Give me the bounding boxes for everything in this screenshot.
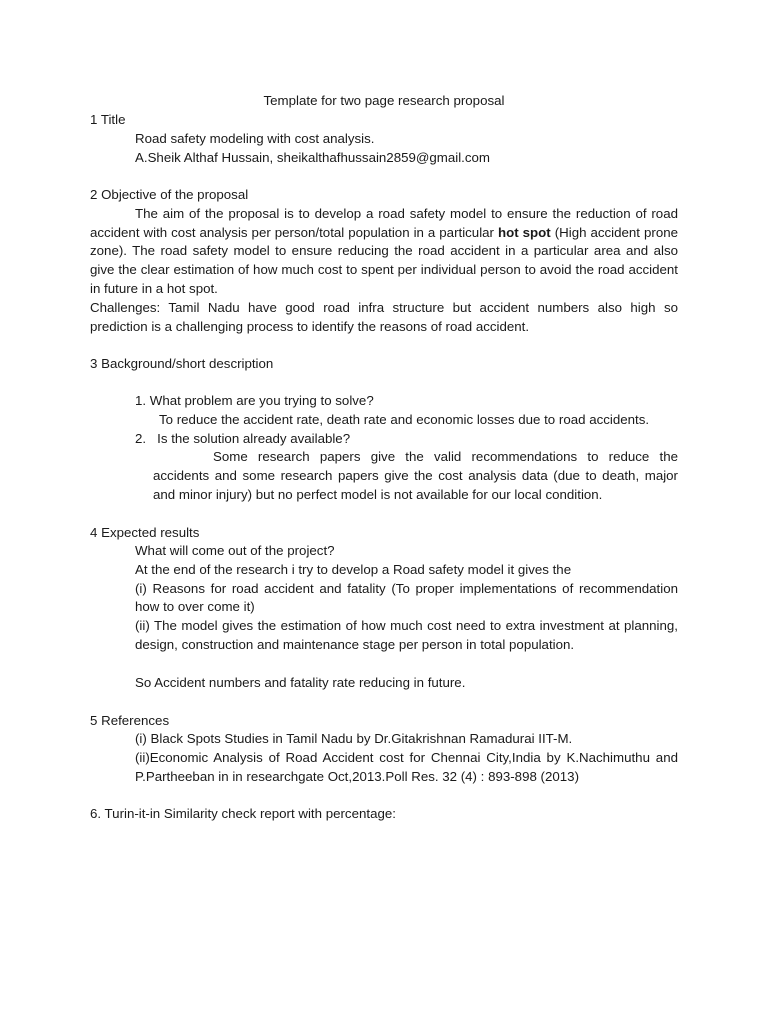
- section-objective: [90, 186, 678, 336]
- author-line: A.Sheik Althaf Hussain, sheikalthafhussain2859@gmail.com: [135, 149, 490, 165]
- section-references-label: 5 References: [90, 713, 170, 728]
- section-title: [90, 111, 678, 167]
- section-similarity-label: 6. Turin-it-in Similarity check report with percentage:: [90, 806, 396, 821]
- section-background-label: 3 Background/short description: [90, 356, 274, 371]
- background-question-2: 2. Is the solution already available?: [135, 430, 351, 446]
- objective-text-start: The aim of the proposal is to develop a road safety model to ensure the reduction of road accident with cost analysis per person/total population in a particular: [90, 205, 678, 240]
- results-conclusion: So Accident numbers and fatality rate reducing in future.: [135, 674, 466, 690]
- section-title-label: 1 Title: [90, 112, 126, 127]
- objective-bold-term: hot spot: [497, 224, 551, 240]
- challenges-paragraph: Challenges: Tamil Nadu have good road infra structure but accident numbers also high so prediction is a challenging process to identify the reasons of road accident.: [90, 299, 678, 334]
- section-results-label: 4 Expected results: [90, 525, 200, 540]
- background-question-1: 1. What problem are you trying to solve?: [135, 393, 374, 408]
- document-heading: Template for two page research proposal: [263, 93, 505, 108]
- project-title: Road safety modeling with cost analysis.: [135, 130, 375, 146]
- results-intro: At the end of the research i try to develop a Road safety model it gives the: [135, 561, 572, 577]
- background-answer-2: Some research papers give the valid recommendations to reduce the accidents and some research papers give the cost analysis data (due to death, major and minor injury) but no perfect model is not available for our local condition.: [153, 449, 678, 502]
- section-objective-label: 2 Objective of the proposal: [90, 187, 249, 202]
- results-body: [135, 542, 678, 692]
- references-list: [135, 730, 678, 786]
- background-answer-1: To reduce the accident rate, death rate and economic losses due to road accidents.: [159, 411, 650, 427]
- objective-text-end: (High accident prone zone). The road safety model to ensure reducing the road accident in a particular area and also give the clear estimation of how much cost to spent per individual person to avoid the road accident in future in a hot spot.: [90, 224, 679, 296]
- results-point-1: (i) Reasons for road accident and fatality (To proper implementations of recommendation how to over come it): [135, 580, 678, 615]
- reference-item-1: (i) Black Spots Studies in Tamil Nadu by Dr.Gitakrishnan Ramadurai IIT-M.: [135, 731, 573, 746]
- reference-item-2: (ii)Economic Analysis of Road Accident cost for Chennai City,India by K.Nachimuthu and P.Partheeban in in researchgate Oct,2013.Poll Res. 32 (4) : 893-898 (2013): [135, 749, 678, 784]
- results-question: What will come out of the project?: [135, 543, 335, 558]
- results-point-2: (ii) The model gives the estimation of how much cost need to extra investment at planning, design, construction and maintenance stage per person in total population.: [135, 618, 678, 652]
- objective-paragraph: [90, 205, 678, 299]
- background-list: [135, 392, 678, 505]
